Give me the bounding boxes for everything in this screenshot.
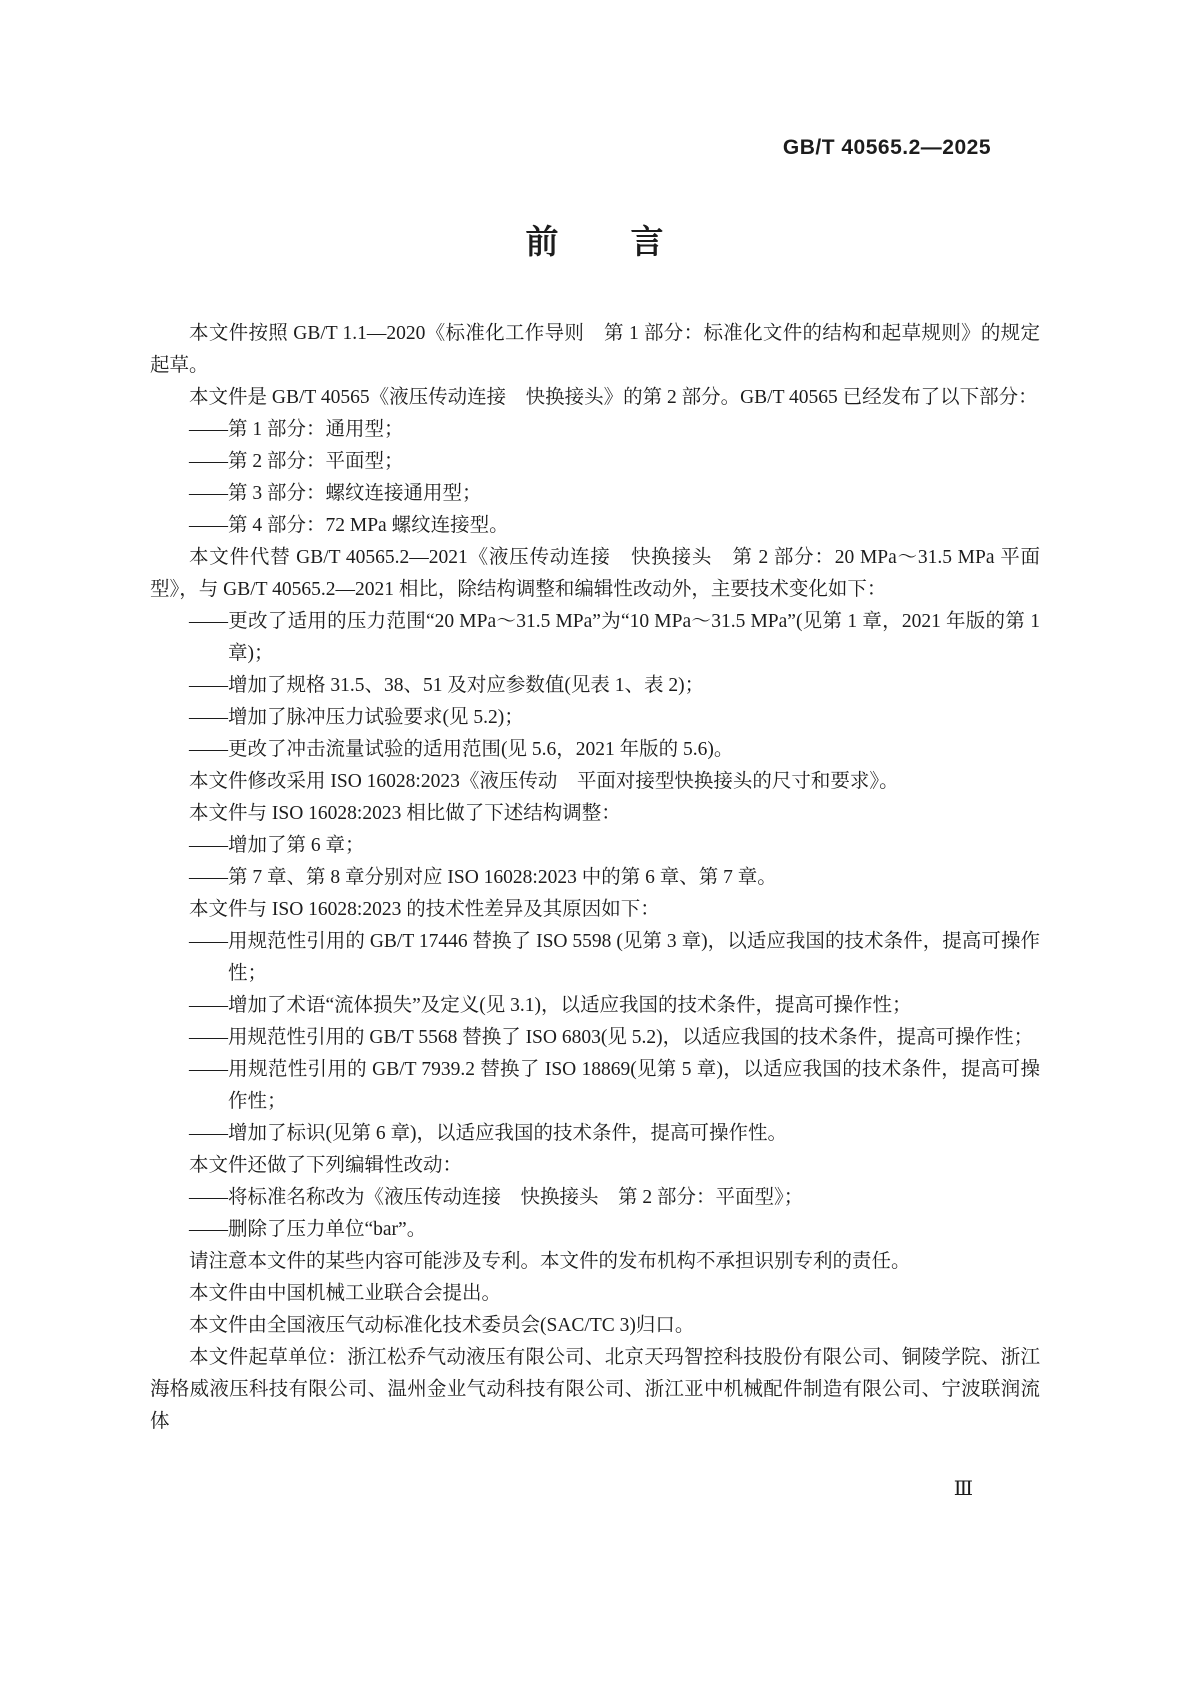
paragraph: 本文件是 GB/T 40565《液压传动连接 快换接头》的第 2 部分。GB/T 40565 已经发布了以下部分： <box>189 387 1038 408</box>
page-number: Ⅲ <box>953 1478 973 1500</box>
list-item: ——第 3 部分：螺纹连接通用型； <box>189 483 482 504</box>
list-item: ——用规范性引用的 GB/T 17446 替换了 ISO 5598 (见第 3 章)，以适应我国的技术条件，提高可操作性； <box>189 931 1040 984</box>
paragraph: 本文件由全国液压气动标准化技术委员会(SAC/TC 3)归口。 <box>189 1315 695 1336</box>
foreword-title: 前 言 <box>525 223 666 260</box>
list-item: ——更改了冲击流量试验的适用范围(见 5.6，2021 年版的 5.6)。 <box>189 739 734 760</box>
foreword-body <box>150 318 1040 1438</box>
list-item: ——第 1 部分：通用型； <box>189 419 404 440</box>
paragraph: 本文件由中国机械工业联合会提出。 <box>189 1283 502 1304</box>
paragraph: 本文件与 ISO 16028:2023 相比做了下述结构调整： <box>189 803 621 824</box>
paragraph: 本文件与 ISO 16028:2023 的技术性差异及其原因如下： <box>189 899 660 920</box>
paragraph: 本文件起草单位：浙江松乔气动液压有限公司、北京天玛智控科技股份有限公司、铜陵学院、浙江海格威液压科技有限公司、温州金业气动科技有限公司、浙江亚中机械配件制造有限公司、宁波联润流体 <box>150 1347 1040 1432</box>
list-item: ——第 2 部分：平面型； <box>189 451 404 472</box>
paragraph: 本文件按照 GB/T 1.1—2020《标准化工作导则 第 1 部分：标准化文件的结构和起草规则》的规定起草。 <box>150 323 1040 376</box>
standard-number: GB/T 40565.2—2025 <box>782 136 991 159</box>
list-item: ——增加了规格 31.5、38、51 及对应参数值(见表 1、表 2)； <box>189 675 705 696</box>
list-item: ——将标准名称改为《液压传动连接 快换接头 第 2 部分：平面型》； <box>189 1187 804 1208</box>
paragraph: 本文件代替 GB/T 40565.2—2021《液压传动连接 快换接头 第 2 部分：20 MPa～31.5 MPa 平面型》，与 GB/T 40565.2—2021 相比，除结构调整和编辑性改动外，主要技术变化如下： <box>150 547 1040 600</box>
list-item: ——更改了适用的压力范围“20 MPa～31.5 MPa”为“10 MPa～31.5 MPa”(见第 1 章，2021 年版的第 1 章)； <box>189 611 1040 664</box>
list-item: ——用规范性引用的 GB/T 7939.2 替换了 ISO 18869(见第 5 章)，以适应我国的技术条件，提高可操作性； <box>189 1059 1040 1112</box>
list-item: ——第 4 部分：72 MPa 螺纹连接型。 <box>189 515 509 536</box>
list-item: ——增加了标识(见第 6 章)，以适应我国的技术条件，提高可操作性。 <box>189 1123 787 1144</box>
list-item: ——用规范性引用的 GB/T 5568 替换了 ISO 6803(见 5.2)，以适应我国的技术条件，提高可操作性； <box>189 1027 1034 1048</box>
paragraph: 本文件还做了下列编辑性改动： <box>189 1155 463 1176</box>
list-item: ——第 7 章、第 8 章分别对应 ISO 16028:2023 中的第 6 章、第 7 章。 <box>189 867 777 888</box>
list-item: ——增加了术语“流体损失”及定义(见 3.1)，以适应我国的技术条件，提高可操作性； <box>189 995 912 1016</box>
paragraph: 本文件修改采用 ISO 16028:2023《液压传动 平面对接型快换接头的尺寸和要求》。 <box>189 771 899 792</box>
paragraph: 请注意本文件的某些内容可能涉及专利。本文件的发布机构不承担识别专利的责任。 <box>189 1251 911 1272</box>
list-item: ——删除了压力单位“bar”。 <box>189 1219 427 1240</box>
list-item: ——增加了脉冲压力试验要求(见 5.2)； <box>189 707 524 728</box>
list-item: ——增加了第 6 章； <box>189 835 365 856</box>
